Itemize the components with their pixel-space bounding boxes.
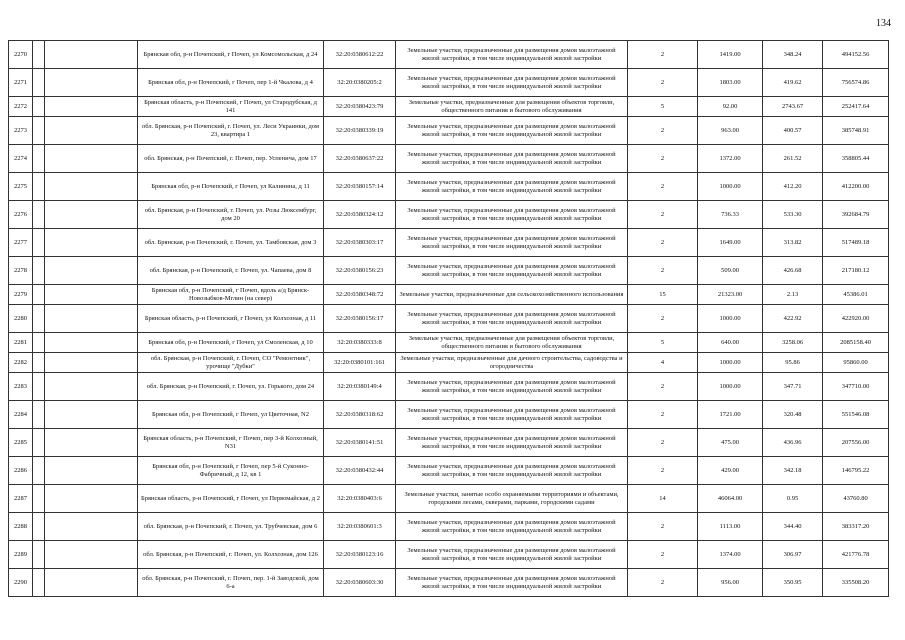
cell-spacer bbox=[33, 485, 45, 513]
cell-purpose: Земельные участки, предназначенные для дачного строительства, садоводства и огородничества bbox=[396, 353, 628, 373]
cell-area: 1000.00 bbox=[698, 373, 763, 401]
table-row bbox=[9, 353, 889, 373]
cell-empty bbox=[45, 69, 138, 97]
cell-group: 2 bbox=[628, 41, 698, 69]
cell-purpose: Земельные участки, предназначенные для размещения домов малоэтажной жилой застройки, в том числе индивидуальной жилой застройки bbox=[396, 373, 628, 401]
cell-group: 2 bbox=[628, 305, 698, 333]
cell-spacer bbox=[33, 117, 45, 145]
cell-group: 15 bbox=[628, 285, 698, 305]
cell-empty bbox=[45, 97, 138, 117]
cell-value: 146795.22 bbox=[823, 457, 889, 485]
cell-purpose: Земельные участки, предназначенные для размещения объектов торговли, общественного питания и бытового обслуживания bbox=[396, 333, 628, 353]
cell-purpose: Земельные участки, предназначенные для размещения домов малоэтажной жилой застройки, в том числе индивидуальной жилой застройки bbox=[396, 173, 628, 201]
table-row bbox=[9, 97, 889, 117]
cell-address: обл. Брянская, р-н Почепский, г. Почеп, ул. Колхозная, дом 126 bbox=[138, 541, 324, 569]
cell-value: 756574.86 bbox=[823, 69, 889, 97]
cell-area: 1000.00 bbox=[698, 305, 763, 333]
cell-address: обл. Брянская, р-н Почепский, г. Почеп, ул. Тамбовская, дом 3 bbox=[138, 229, 324, 257]
cell-address: Брянская обл, р-н Почепский, г Почеп, ул Калинина, д 11 bbox=[138, 173, 324, 201]
cell-address: Брянская область, р-н Почепский, г Почеп, ул Стародубская, д 141 bbox=[138, 97, 324, 117]
cell-value: 252417.64 bbox=[823, 97, 889, 117]
cell-purpose: Земельные участки, предназначенные для размещения домов малоэтажной жилой застройки, в том числе индивидуальной жилой застройки bbox=[396, 117, 628, 145]
cell-num: 2278 bbox=[9, 257, 33, 285]
cell-price: 419.62 bbox=[763, 69, 823, 97]
cell-area: 736.33 bbox=[698, 201, 763, 229]
cell-address: Брянская область, р-н Почепский, г Почеп, ул Колхозная, д 11 bbox=[138, 305, 324, 333]
cell-num: 2272 bbox=[9, 97, 33, 117]
table-row bbox=[9, 541, 889, 569]
table-row bbox=[9, 485, 889, 513]
cell-group: 2 bbox=[628, 201, 698, 229]
cell-spacer bbox=[33, 69, 45, 97]
cell-price: 313.82 bbox=[763, 229, 823, 257]
cell-group: 2 bbox=[628, 229, 698, 257]
cell-empty bbox=[45, 285, 138, 305]
cell-num: 2273 bbox=[9, 117, 33, 145]
cell-empty bbox=[45, 541, 138, 569]
cell-empty bbox=[45, 401, 138, 429]
cell-value: 421776.78 bbox=[823, 541, 889, 569]
cell-area: 509.00 bbox=[698, 257, 763, 285]
cell-num: 2289 bbox=[9, 541, 33, 569]
cell-purpose: Земельные участки, предназначенные для размещения домов малоэтажной жилой застройки, в том числе индивидуальной жилой застройки bbox=[396, 569, 628, 597]
cell-price: 347.71 bbox=[763, 373, 823, 401]
cell-num: 2277 bbox=[9, 229, 33, 257]
cell-area: 963.00 bbox=[698, 117, 763, 145]
cell-value: 43760.80 bbox=[823, 485, 889, 513]
cell-empty bbox=[45, 485, 138, 513]
cell-area: 46064.00 bbox=[698, 485, 763, 513]
cell-value: 2085158.40 bbox=[823, 333, 889, 353]
cell-price: 400.57 bbox=[763, 117, 823, 145]
cell-spacer bbox=[33, 541, 45, 569]
cell-address: обл. Брянская, р-н Почепский, г. Почеп, пер. Успенича, дом 17 bbox=[138, 145, 324, 173]
cell-value: 335508.20 bbox=[823, 569, 889, 597]
table-row bbox=[9, 41, 889, 69]
cell-group: 2 bbox=[628, 145, 698, 173]
cell-cadastral: 32:20:0380612:22 bbox=[324, 41, 396, 69]
cell-spacer bbox=[33, 97, 45, 117]
cell-address: обл. Брянская, р-н Почепский, г. Почеп, ул. Розы Люксембург, дом 20 bbox=[138, 201, 324, 229]
cell-address: Брянская обл, р-н Почепский, г Почеп, ул Смоленская, д 10 bbox=[138, 333, 324, 353]
cell-area: 92.00 bbox=[698, 97, 763, 117]
cell-address: Брянская обл, р-н Почепский, г Почеп, ул Цветочная, N2 bbox=[138, 401, 324, 429]
cell-empty bbox=[45, 229, 138, 257]
cell-cadastral: 32:20:0380339:19 bbox=[324, 117, 396, 145]
cell-price: 320.48 bbox=[763, 401, 823, 429]
cell-empty bbox=[45, 201, 138, 229]
cell-purpose: Земельные участки, предназначенные для размещения домов малоэтажной жилой застройки, в том числе индивидуальной жилой застройки bbox=[396, 41, 628, 69]
cell-num: 2287 bbox=[9, 485, 33, 513]
table-row bbox=[9, 173, 889, 201]
cell-price: 261.52 bbox=[763, 145, 823, 173]
cell-area: 640.00 bbox=[698, 333, 763, 353]
cell-num: 2274 bbox=[9, 145, 33, 173]
cell-cadastral: 32:20:0380141:51 bbox=[324, 429, 396, 457]
cell-group: 2 bbox=[628, 173, 698, 201]
cell-value: 412200.00 bbox=[823, 173, 889, 201]
cell-purpose: Земельные участки, предназначенные для размещения домов малоэтажной жилой застройки, в том числе индивидуальной жилой застройки bbox=[396, 305, 628, 333]
table-row bbox=[9, 285, 889, 305]
cell-empty bbox=[45, 305, 138, 333]
cell-group: 2 bbox=[628, 373, 698, 401]
cell-spacer bbox=[33, 353, 45, 373]
page-number: 134 bbox=[876, 18, 891, 29]
cell-address: обл. Брянская, р-н Почепский, г. Почеп, пер. 1-й Заводской, дом 6-а bbox=[138, 569, 324, 597]
table-row bbox=[9, 373, 889, 401]
cell-empty bbox=[45, 457, 138, 485]
cell-spacer bbox=[33, 333, 45, 353]
cell-price: 348.24 bbox=[763, 41, 823, 69]
cell-num: 2285 bbox=[9, 429, 33, 457]
cell-address: Брянская обл, р-н Почепский, г Почеп, ул Комсомольская, д 24 bbox=[138, 41, 324, 69]
cell-value: 358805.44 bbox=[823, 145, 889, 173]
cell-purpose: Земельные участки, предназначенные для размещения домов малоэтажной жилой застройки, в том числе индивидуальной жилой застройки bbox=[396, 457, 628, 485]
cadastral-value-table bbox=[8, 40, 889, 597]
table-row bbox=[9, 401, 889, 429]
cell-address: обл. Брянская, р-н Почепский, г. Почеп, ул. Горького, дом 24 bbox=[138, 373, 324, 401]
cell-price: 95.86 bbox=[763, 353, 823, 373]
cell-price: 412.20 bbox=[763, 173, 823, 201]
cell-group: 2 bbox=[628, 69, 698, 97]
cell-area: 1649.00 bbox=[698, 229, 763, 257]
table-row bbox=[9, 333, 889, 353]
cell-group: 5 bbox=[628, 333, 698, 353]
cell-area: 1803.00 bbox=[698, 69, 763, 97]
cell-group: 2 bbox=[628, 257, 698, 285]
cell-spacer bbox=[33, 373, 45, 401]
cell-spacer bbox=[33, 429, 45, 457]
table-row bbox=[9, 69, 889, 97]
cell-group: 2 bbox=[628, 457, 698, 485]
cell-address: Брянская обл, р-н Почепский, г Почеп, вдоль а/д Брянск-Новозыбков-Мглин (на север) bbox=[138, 285, 324, 305]
cell-price: 533.30 bbox=[763, 201, 823, 229]
cell-purpose: Земельные участки, предназначенные для размещения домов малоэтажной жилой застройки, в том числе индивидуальной жилой застройки bbox=[396, 229, 628, 257]
cell-empty bbox=[45, 117, 138, 145]
cell-purpose: Земельные участки, предназначенные для размещения объектов торговли, общественного питания и бытового обслуживания bbox=[396, 97, 628, 117]
cell-price: 344.40 bbox=[763, 513, 823, 541]
table-row bbox=[9, 145, 889, 173]
cell-value: 551546.08 bbox=[823, 401, 889, 429]
cell-empty bbox=[45, 373, 138, 401]
cell-area: 475.00 bbox=[698, 429, 763, 457]
cell-cadastral: 32:20:0380403:6 bbox=[324, 485, 396, 513]
cell-empty bbox=[45, 41, 138, 69]
cell-price: 350.95 bbox=[763, 569, 823, 597]
cell-num: 2279 bbox=[9, 285, 33, 305]
cell-value: 207556.00 bbox=[823, 429, 889, 457]
cell-purpose: Земельные участки, предназначенные для размещения домов малоэтажной жилой застройки, в том числе индивидуальной жилой застройки bbox=[396, 69, 628, 97]
cell-num: 2288 bbox=[9, 513, 33, 541]
cell-num: 2276 bbox=[9, 201, 33, 229]
cell-spacer bbox=[33, 41, 45, 69]
cell-cadastral: 32:20:0380637:22 bbox=[324, 145, 396, 173]
cell-price: 2743.67 bbox=[763, 97, 823, 117]
cell-group: 4 bbox=[628, 353, 698, 373]
cell-spacer bbox=[33, 257, 45, 285]
cell-value: 95860.00 bbox=[823, 353, 889, 373]
cell-value: 494152.56 bbox=[823, 41, 889, 69]
table-row bbox=[9, 305, 889, 333]
table-row bbox=[9, 429, 889, 457]
cell-cadastral: 32:20:0380333:8 bbox=[324, 333, 396, 353]
cell-cadastral: 32:20:0380432:44 bbox=[324, 457, 396, 485]
cell-num: 2280 bbox=[9, 305, 33, 333]
cell-area: 1113.00 bbox=[698, 513, 763, 541]
cell-group: 2 bbox=[628, 429, 698, 457]
cell-num: 2271 bbox=[9, 69, 33, 97]
table-row bbox=[9, 229, 889, 257]
cell-purpose: Земельные участки, предназначенные для размещения домов малоэтажной жилой застройки, в том числе индивидуальной жилой застройки bbox=[396, 429, 628, 457]
cell-cadastral: 32:20:0380205:2 bbox=[324, 69, 396, 97]
cell-cadastral: 32:20:0380101:161 bbox=[324, 353, 396, 373]
cell-group: 2 bbox=[628, 117, 698, 145]
cell-num: 2275 bbox=[9, 173, 33, 201]
cell-num: 2286 bbox=[9, 457, 33, 485]
cell-value: 422920.00 bbox=[823, 305, 889, 333]
cell-group: 14 bbox=[628, 485, 698, 513]
table-row bbox=[9, 201, 889, 229]
table-row bbox=[9, 513, 889, 541]
cell-price: 342.18 bbox=[763, 457, 823, 485]
cell-num: 2290 bbox=[9, 569, 33, 597]
cell-cadastral: 32:20:0380157:14 bbox=[324, 173, 396, 201]
cell-purpose: Земельные участки, предназначенные для сельскохозяйственного использования bbox=[396, 285, 628, 305]
cell-group: 2 bbox=[628, 569, 698, 597]
cell-address: Брянская область, р-н Почепский, г Почеп, ул Первомайская, д 2 bbox=[138, 485, 324, 513]
cell-address: Брянская обл, р-н Почепский, г Почеп, пер 1-й Чкалова, д 4 bbox=[138, 69, 324, 97]
cell-area: 1721.00 bbox=[698, 401, 763, 429]
cell-empty bbox=[45, 513, 138, 541]
cell-value: 385748.91 bbox=[823, 117, 889, 145]
cell-cadastral: 32:20:0380348:72 bbox=[324, 285, 396, 305]
cell-price: 436.96 bbox=[763, 429, 823, 457]
cell-group: 2 bbox=[628, 513, 698, 541]
cell-purpose: Земельные участки, предназначенные для размещения домов малоэтажной жилой застройки, в том числе индивидуальной жилой застройки bbox=[396, 257, 628, 285]
cell-area: 1000.00 bbox=[698, 173, 763, 201]
cell-empty bbox=[45, 353, 138, 373]
cell-area: 21323.00 bbox=[698, 285, 763, 305]
cell-price: 3258.06 bbox=[763, 333, 823, 353]
cell-spacer bbox=[33, 401, 45, 429]
cell-price: 306.97 bbox=[763, 541, 823, 569]
table-row bbox=[9, 569, 889, 597]
table-row bbox=[9, 117, 889, 145]
cell-cadastral: 32:20:0380318:62 bbox=[324, 401, 396, 429]
cell-cadastral: 32:20:0380601:3 bbox=[324, 513, 396, 541]
cell-address: обл. Брянская, р-н Почепский, г. Почеп, ул. Трубчевская, дом 6 bbox=[138, 513, 324, 541]
cell-num: 2281 bbox=[9, 333, 33, 353]
cell-address: Брянская область, р-н Почепский, г Почеп, пер 3-й Колхозный, N31 bbox=[138, 429, 324, 457]
cell-spacer bbox=[33, 513, 45, 541]
cell-empty bbox=[45, 173, 138, 201]
cell-empty bbox=[45, 333, 138, 353]
cell-address: Брянская обл, р-н Почепский, г Почеп, пер 5-й Суконно-Фабричный, д 12, кв 1 bbox=[138, 457, 324, 485]
cell-spacer bbox=[33, 305, 45, 333]
cell-address: обл. Брянская, р-н Почепский, г. Почеп, СО "Ремонтник", урочище "Дубки" bbox=[138, 353, 324, 373]
table-row bbox=[9, 457, 889, 485]
table-row bbox=[9, 257, 889, 285]
cell-area: 1374.00 bbox=[698, 541, 763, 569]
cell-purpose: Земельные участки, предназначенные для размещения домов малоэтажной жилой застройки, в том числе индивидуальной жилой застройки bbox=[396, 145, 628, 173]
cell-spacer bbox=[33, 285, 45, 305]
cell-spacer bbox=[33, 457, 45, 485]
cell-empty bbox=[45, 569, 138, 597]
cell-area: 1000.00 bbox=[698, 353, 763, 373]
cell-empty bbox=[45, 429, 138, 457]
cell-cadastral: 32:20:0380603:30 bbox=[324, 569, 396, 597]
cell-area: 956.00 bbox=[698, 569, 763, 597]
cell-spacer bbox=[33, 229, 45, 257]
cell-num: 2284 bbox=[9, 401, 33, 429]
cell-num: 2270 bbox=[9, 41, 33, 69]
cell-purpose: Земельные участки, предназначенные для размещения домов малоэтажной жилой застройки, в том числе индивидуальной жилой застройки bbox=[396, 541, 628, 569]
cell-purpose: Земельные участки, предназначенные для размещения домов малоэтажной жилой застройки, в том числе индивидуальной жилой застройки bbox=[396, 513, 628, 541]
cell-value: 45386.01 bbox=[823, 285, 889, 305]
cell-empty bbox=[45, 257, 138, 285]
cell-cadastral: 32:20:0380156:23 bbox=[324, 257, 396, 285]
cell-price: 422.92 bbox=[763, 305, 823, 333]
cell-spacer bbox=[33, 201, 45, 229]
cell-cadastral: 32:20:0380156:17 bbox=[324, 305, 396, 333]
cell-price: 426.68 bbox=[763, 257, 823, 285]
cell-price: 2.13 bbox=[763, 285, 823, 305]
cell-spacer bbox=[33, 569, 45, 597]
cell-area: 429.00 bbox=[698, 457, 763, 485]
cell-num: 2282 bbox=[9, 353, 33, 373]
cell-group: 5 bbox=[628, 97, 698, 117]
cell-area: 1372.00 bbox=[698, 145, 763, 173]
cell-cadastral: 32:20:0380303:17 bbox=[324, 229, 396, 257]
cell-value: 517489.18 bbox=[823, 229, 889, 257]
cell-purpose: Земельные участки, занятые особо охраняемыми территориями и объектами, городскими лесами, скверами, парками, городскими садами bbox=[396, 485, 628, 513]
cell-cadastral: 32:20:0380324:12 bbox=[324, 201, 396, 229]
cell-num: 2283 bbox=[9, 373, 33, 401]
cell-value: 217180.12 bbox=[823, 257, 889, 285]
cell-value: 347710.00 bbox=[823, 373, 889, 401]
cell-group: 2 bbox=[628, 541, 698, 569]
cell-purpose: Земельные участки, предназначенные для размещения домов малоэтажной жилой застройки, в том числе индивидуальной жилой застройки bbox=[396, 401, 628, 429]
cell-price: 0.95 bbox=[763, 485, 823, 513]
cell-address: обл. Брянская, р-н Почепский, г. Почеп, ул. Леси Украинки, дом 23, квартира 1 bbox=[138, 117, 324, 145]
cell-purpose: Земельные участки, предназначенные для размещения домов малоэтажной жилой застройки, в том числе индивидуальной жилой застройки bbox=[396, 201, 628, 229]
cell-address: обл. Брянская, р-н Почепский, г. Почеп, ул. Чапаева, дом 8 bbox=[138, 257, 324, 285]
cell-cadastral: 32:20:0380149:4 bbox=[324, 373, 396, 401]
cell-area: 1419.00 bbox=[698, 41, 763, 69]
cell-spacer bbox=[33, 145, 45, 173]
cell-cadastral: 32:20:0380423:79 bbox=[324, 97, 396, 117]
cell-empty bbox=[45, 145, 138, 173]
cell-cadastral: 32:20:0380123:16 bbox=[324, 541, 396, 569]
cell-spacer bbox=[33, 173, 45, 201]
cell-group: 2 bbox=[628, 401, 698, 429]
cell-value: 383317.20 bbox=[823, 513, 889, 541]
cell-value: 392684.79 bbox=[823, 201, 889, 229]
